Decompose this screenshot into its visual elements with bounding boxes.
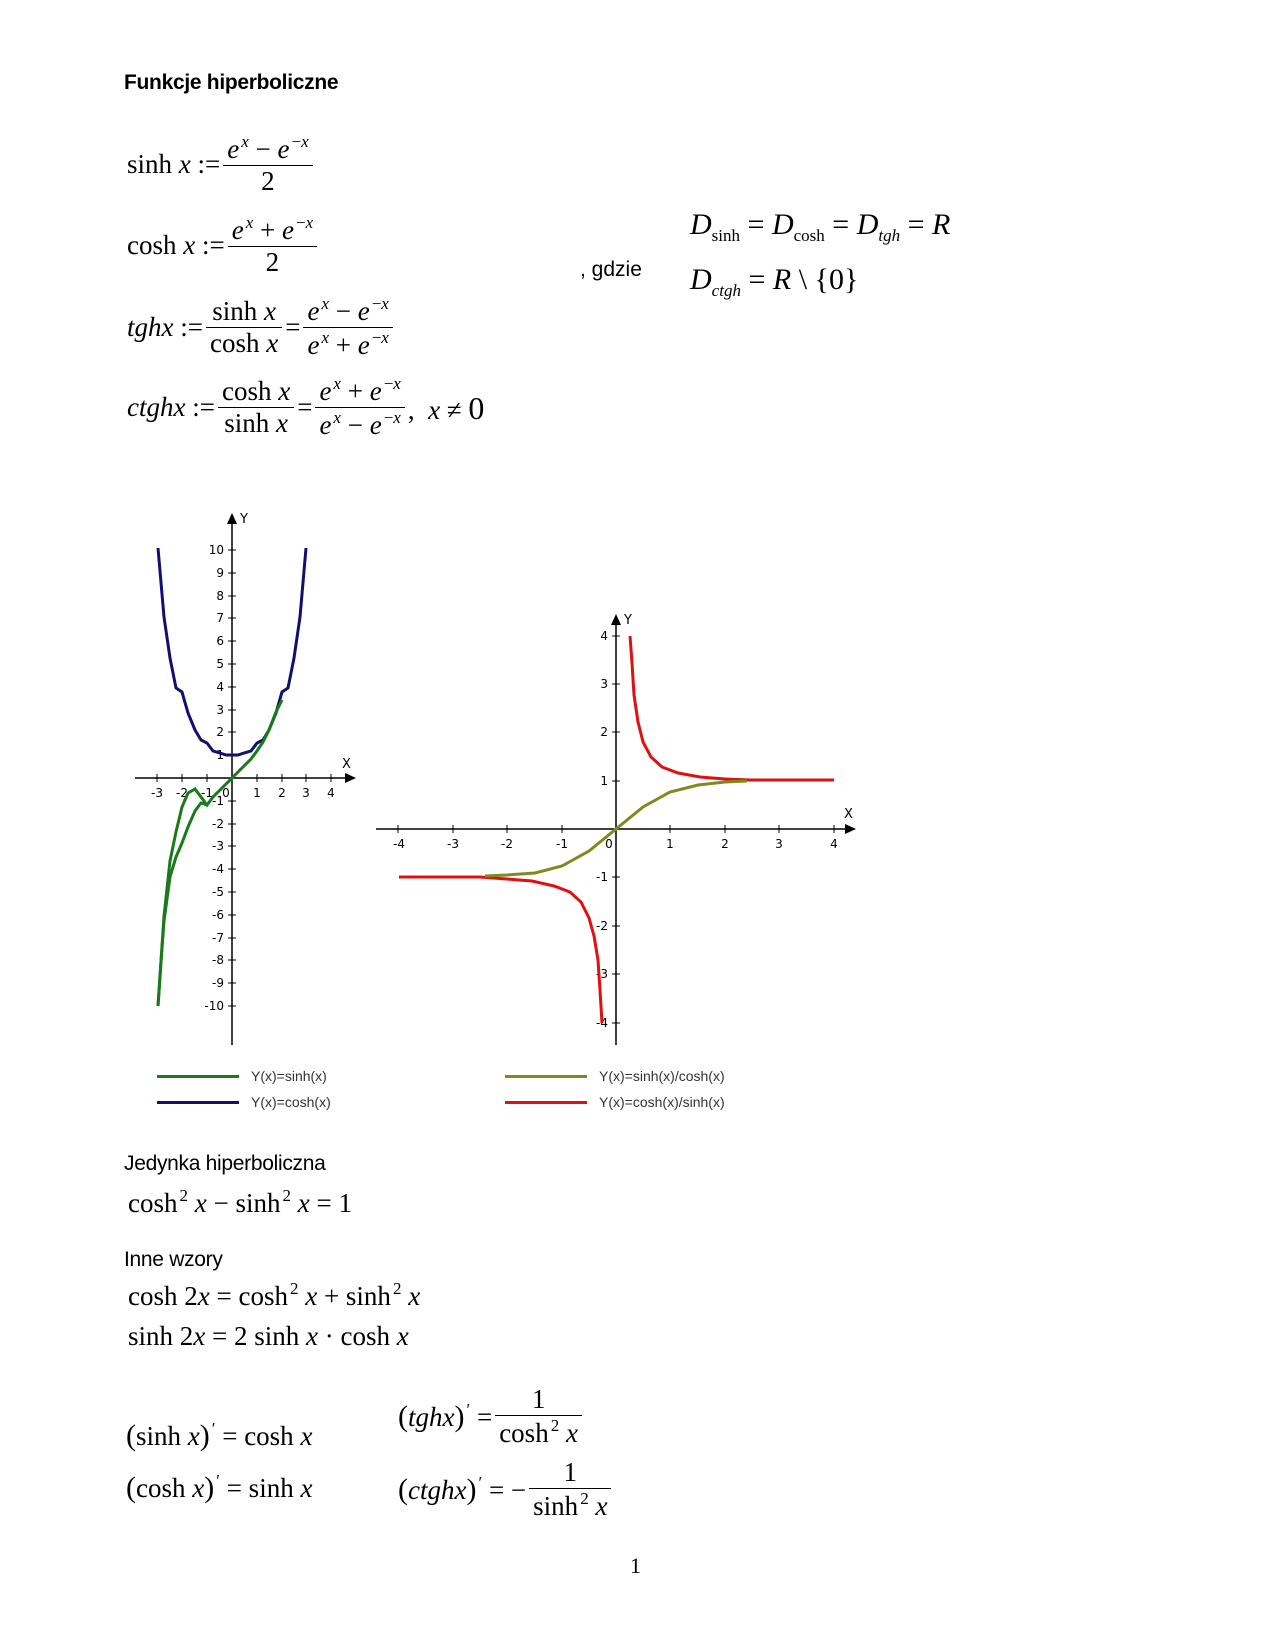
derivative-cosh: (cosh x) ′ = sinh x [126, 1471, 313, 1504]
svg-text:-10: -10 [204, 999, 224, 1013]
legend-swatch-cosh [157, 1101, 239, 1104]
svg-text:5: 5 [216, 657, 224, 671]
page-title: Funkcje hiperboliczne [124, 71, 339, 94]
svg-text:10: 10 [208, 543, 224, 557]
derivative-tgh: (tghx) ′ = $\frac{1}{\cosh ^2 x}$ [398, 1384, 585, 1449]
ctgh-curve-left [399, 877, 602, 1023]
legend-swatch-ctgh [505, 1101, 587, 1104]
legend-item-sinh: Y(x)=sinh(x) [157, 1063, 331, 1089]
page-number: 1 [630, 1553, 641, 1578]
svg-text:-4: -4 [393, 837, 405, 851]
svg-text:1: 1 [666, 837, 674, 851]
domain-line-1: $D_{sinh} = D_{cosh} = D_{tgh} = R$ [690, 208, 951, 245]
svg-text:3: 3 [302, 786, 310, 800]
svg-text:-9: -9 [212, 976, 224, 990]
y-axis-arrow-icon [227, 513, 237, 524]
svg-text:8: 8 [216, 589, 224, 603]
svg-text:-2: -2 [212, 817, 224, 831]
svg-text:-1: -1 [201, 786, 213, 800]
legend-left [157, 1063, 331, 1115]
sinh2x-formula: sinh 2x = 2 sinh x · cosh x [128, 1321, 409, 1351]
domain-line-2: $D_{ctgh} = R$ \ {0} [690, 263, 859, 300]
ctgh-curve-right [630, 636, 834, 780]
svg-text:3: 3 [775, 837, 783, 851]
svg-text:-1: -1 [596, 870, 608, 884]
x-axis-arrow-icon [845, 824, 856, 834]
svg-text:-2: -2 [501, 837, 513, 851]
sinh-cosh-chart [120, 495, 370, 1055]
svg-text:4: 4 [327, 786, 335, 800]
svg-text:2: 2 [216, 725, 224, 739]
legend-swatch-tgh [505, 1075, 587, 1078]
x-axis-arrow-icon [345, 773, 356, 783]
svg-text:-4: -4 [596, 1016, 608, 1030]
svg-text:2: 2 [600, 725, 608, 739]
svg-text:3: 3 [600, 677, 608, 691]
svg-text:-2: -2 [176, 786, 188, 800]
svg-text:Y: Y [624, 613, 632, 628]
gdzie-connector: , gdzie [580, 258, 642, 281]
svg-text:1: 1 [600, 774, 608, 788]
svg-text:1: 1 [216, 748, 224, 762]
svg-text:X: X [844, 807, 853, 822]
svg-text:-3: -3 [596, 967, 608, 981]
svg-text:2: 2 [721, 837, 729, 851]
svg-text:4: 4 [600, 629, 608, 643]
ctgh-definition: ctghx := $\frac{\text{cosh x}}{\text{sinh x}}$ = $\frac{e ^x + e ^{-x}}{e ^x - e ^{-x}}$ , x ≠ 0 [127, 374, 485, 441]
sinh-definition: sinh x := $\frac{e ^x - e ^{-x}}{2}$ [127, 132, 316, 197]
svg-text:-6: -6 [212, 908, 224, 922]
svg-text:9: 9 [216, 566, 224, 580]
svg-text:-7: -7 [212, 931, 224, 945]
svg-text:0: 0 [222, 786, 230, 800]
tgh-ctgh-chart [370, 600, 870, 1055]
legend-item-tgh: Y(x)=sinh(x)/cosh(x) [505, 1063, 725, 1089]
y-axis-arrow-icon [611, 614, 621, 625]
svg-text:4: 4 [830, 837, 838, 851]
svg-text:-4: -4 [212, 862, 224, 876]
svg-text:1: 1 [253, 786, 261, 800]
svg-text:0: 0 [605, 837, 613, 851]
svg-text:-5: -5 [212, 885, 224, 899]
identity-heading: Jedynka hiperboliczna [124, 1152, 326, 1175]
svg-text:-3: -3 [212, 839, 224, 853]
legend-item-cosh: Y(x)=cosh(x) [157, 1089, 331, 1115]
svg-text:-3: -3 [151, 786, 163, 800]
svg-text:-3: -3 [447, 837, 459, 851]
svg-text:-1: -1 [212, 794, 224, 808]
legend-swatch-sinh [157, 1075, 239, 1078]
svg-text:X: X [342, 757, 351, 772]
svg-text:4: 4 [216, 680, 224, 694]
legend-item-ctgh: Y(x)=cosh(x)/sinh(x) [505, 1089, 725, 1115]
other-heading: Inne wzory [124, 1248, 223, 1271]
svg-text:7: 7 [216, 611, 224, 625]
cosh2x-formula: cosh 2x = cosh $^2$ x + sinh $^2$ x [128, 1279, 421, 1311]
svg-text:Y: Y [240, 512, 248, 527]
derivative-sinh: (sinh x) ′ = cosh x [126, 1419, 313, 1452]
derivative-ctgh: (ctghx) ′ = − $\frac{1}{\sinh ^2 x}$ [398, 1457, 614, 1522]
legend-right [505, 1063, 725, 1115]
svg-text:3: 3 [216, 703, 224, 717]
svg-text:2: 2 [278, 786, 286, 800]
tgh-definition: tghx := $\frac{\text{sinh x}}{\text{cosh x}}$ = $\frac{e ^x - e ^{-x}}{e ^x + e ^{-x}}$ [127, 294, 396, 361]
svg-text:-8: -8 [212, 953, 224, 967]
svg-text:6: 6 [216, 634, 224, 648]
svg-text:-2: -2 [596, 919, 608, 933]
svg-text:-1: -1 [556, 837, 568, 851]
cosh-definition: cosh x := $\frac{e ^x + e ^{-x}}{2}$ [127, 213, 320, 278]
identity-formula: cosh $^2$ x − sinh $^2$ x = 1 [128, 1186, 352, 1218]
